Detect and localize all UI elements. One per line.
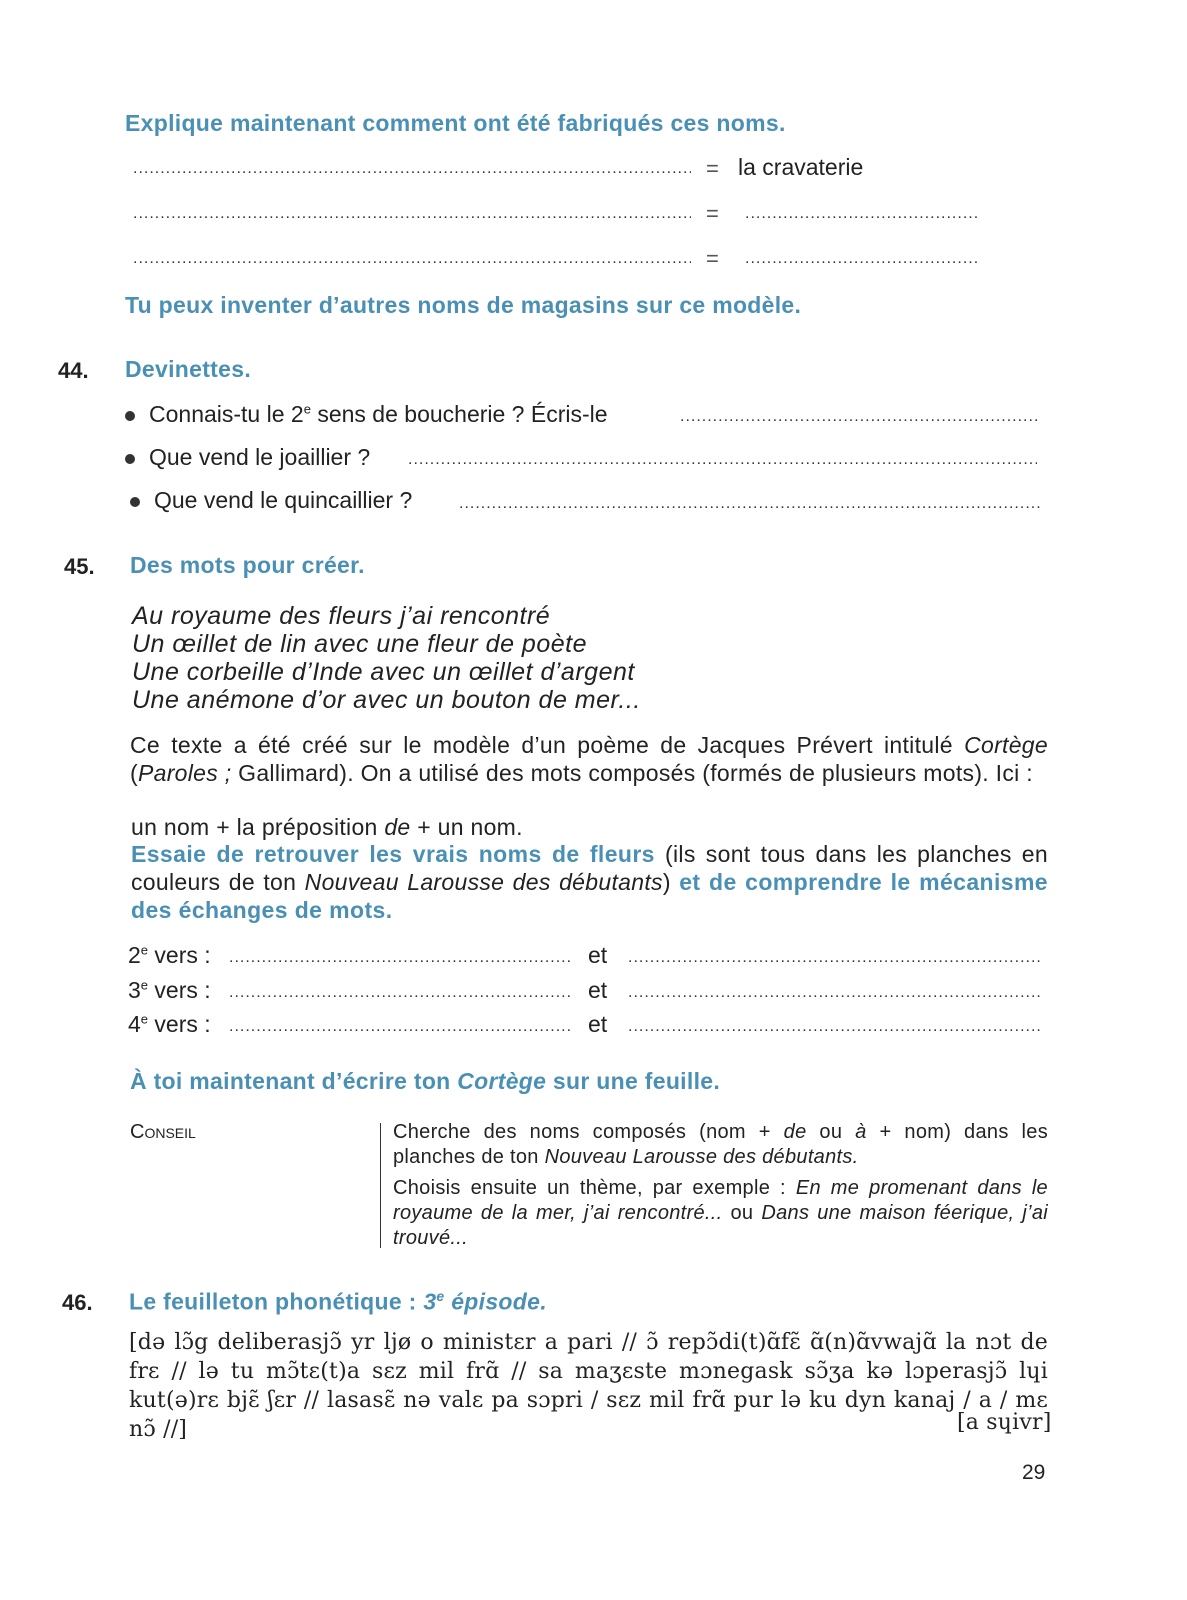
et-label: et [588, 1011, 608, 1037]
conseil-text-2: Choisis ensuite un thème, par exemple : En me promenant dans le royaume de la mer, j’ai rencontré... ou Dans une maison féerique, j’ai trouvé... [393, 1177, 1049, 1249]
preposition-rule: un nom + la préposition de + un nom. [131, 814, 523, 840]
conseil-label: Conseil [130, 1121, 196, 1143]
poem-line: Au royaume des fleurs j’ai rencontré [132, 602, 551, 630]
phonetic-text: [də lɔ̃g deliberasjɔ̃ yr ljø o ministɛr a pari // ɔ̃ repɔ̃di(t)ɑ̃fɛ̃ ɑ̃(n)ɑ̃vwajɑ̃ la nɔt de frɛ // lə tu mɔ̃tɛ(t)a sɛz mil frɑ̃ // sa maʒɛste mɔnegask sɔ̃ʒa kə lɔperasjɔ̃ lɥi kut(ə)rɛ bjɛ̃ ʃɛr // lasasɛ̃ nə valɛ pa sɔpri / sɛz mil frɑ̃ pur lə ku dyn kanaj / a / mɛ nɔ̃ //] [129, 1330, 1048, 1442]
bullet-icon [125, 454, 135, 464]
given-answer: la cravaterie [738, 154, 864, 180]
vers-label: 3e vers : [128, 977, 211, 1003]
invent-instruction: Tu peux inventer d’autres noms de magasins sur ce modèle. [125, 292, 802, 318]
vers-label: 4e vers : [128, 1011, 211, 1037]
vers-label: 2e vers : [128, 942, 211, 968]
equals-sign: = [706, 201, 719, 226]
equals-sign: = [706, 156, 719, 181]
answer-line[interactable] [680, 408, 1037, 426]
equals-sign: = [706, 246, 719, 271]
divider [380, 1123, 381, 1248]
poem-line: Une anémone d’or avec un bouton de mer... [132, 686, 641, 714]
page-number: 29 [1022, 1461, 1046, 1484]
answer-line[interactable] [133, 160, 691, 178]
exercise-title: Des mots pour créer. [130, 552, 365, 578]
answer-line[interactable] [628, 1018, 1040, 1036]
answer-line[interactable] [628, 949, 1040, 967]
poem-line: Une corbeille d’Inde avec un œillet d’argent [132, 658, 635, 686]
poem [132, 602, 641, 714]
explanation-paragraph: Ce texte a été créé sur le modèle d’un poème de Jacques Prévert intitulé Cortège (Paroles ; Gallimard). On a utilisé des mots composés (formés de plusieurs mots). Ici : [130, 732, 1048, 786]
answer-line[interactable] [133, 250, 691, 268]
answer-line[interactable] [628, 984, 1040, 1002]
exercise-number: 45. [64, 554, 95, 579]
exercise-number: 46. [62, 1290, 93, 1315]
answer-line[interactable] [229, 984, 573, 1002]
question-1: Connais-tu le 2e sens de boucherie ? Écris-le [125, 401, 608, 428]
question-3: Que vend le quincaillier ? [130, 487, 412, 514]
answer-line[interactable] [229, 949, 573, 967]
et-label: et [588, 977, 608, 1003]
answer-line[interactable] [229, 1018, 573, 1036]
answer-line[interactable] [408, 451, 1037, 469]
poem-line: Un œillet de lin avec une fleur de poète [132, 630, 587, 658]
answer-line[interactable] [459, 495, 1041, 513]
question-2: Que vend le joaillier ? [125, 444, 370, 471]
cortege-instruction: À toi maintenant d’écrire ton Cortège sur une feuille. [130, 1068, 721, 1094]
exercise-number: 44. [58, 358, 89, 383]
answer-line[interactable] [745, 250, 977, 268]
phonetic-continuation: [a sɥivr] [957, 1410, 1052, 1435]
exercise-title: Devinettes. [125, 356, 252, 382]
answer-line[interactable] [133, 205, 691, 223]
exercise-title: Le feuilleton phonétique : 3e épisode. [129, 1288, 547, 1315]
instruction-paragraph: Essaie de retrouver les vrais noms de fleurs (ils sont tous dans les planches en couleurs de ton Nouveau Larousse des débutants) et de comprendre le mécanisme des échanges de mots. [131, 841, 1049, 923]
et-label: et [588, 942, 608, 968]
bullet-icon [130, 497, 140, 507]
conseil-text-1: Cherche des noms composés (nom + de ou à + nom) dans les planches de ton Nouveau Larousse des débutants. [393, 1121, 1048, 1168]
intro-heading: Explique maintenant comment ont été fabriqués ces noms. [125, 110, 786, 136]
answer-line[interactable] [745, 205, 977, 223]
bullet-icon [125, 411, 135, 421]
